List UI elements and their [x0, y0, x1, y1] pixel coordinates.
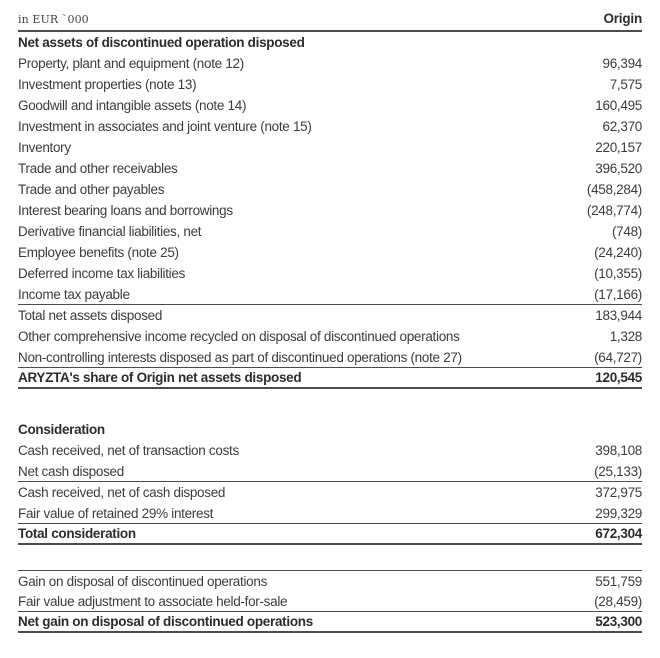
- table-row: [18, 221, 642, 242]
- row-label: Income tax payable: [18, 286, 130, 302]
- row-label: Non-controlling interests disposed as part of discontinued operations (note 27): [18, 349, 462, 365]
- row-label: Trade and other payables: [18, 182, 165, 197]
- column-header-origin: Origin: [603, 11, 642, 26]
- row-label: ARYZTA's share of Origin net assets disposed: [18, 370, 302, 385]
- table-row: [18, 74, 642, 95]
- row-label: Goodwill and intangible assets (note 14): [18, 98, 247, 113]
- row-value: 551,759: [595, 573, 642, 589]
- table-row: [18, 284, 642, 305]
- table-row: [18, 158, 642, 179]
- row-label: Cash received, net of cash disposed: [18, 485, 226, 500]
- table-column-header-row: [18, 8, 642, 32]
- table-row: [18, 482, 642, 503]
- row-value: 523,300: [595, 614, 642, 629]
- table-row: [18, 326, 642, 347]
- row-value: 183,944: [595, 308, 642, 323]
- row-label: Other comprehensive income recycled on disposal of discontinued operations: [18, 329, 460, 344]
- section-title: [18, 419, 642, 440]
- row-value: 398,108: [595, 443, 642, 458]
- row-label: Cash received, net of transaction costs: [18, 443, 239, 458]
- row-value: 396,520: [595, 161, 642, 176]
- financial-statement-table: [18, 8, 642, 633]
- table-row: [18, 347, 642, 368]
- row-label: Net gain on disposal of discontinued operations: [18, 614, 313, 629]
- table-row: [18, 368, 642, 389]
- table-row: [18, 503, 642, 524]
- row-value: 220,157: [595, 140, 642, 155]
- section-title-label: Net assets of discontinued operation disposed: [18, 35, 305, 50]
- row-value: (25,133): [594, 463, 642, 479]
- row-label: Deferred income tax liabilities: [18, 266, 186, 281]
- row-value: 672,304: [595, 526, 642, 541]
- row-label: Gain on disposal of discontinued operations: [18, 573, 268, 589]
- row-value: 372,975: [595, 485, 642, 500]
- table-row: [18, 461, 642, 482]
- row-value: (17,166): [594, 286, 642, 302]
- row-value: (748): [611, 224, 642, 239]
- row-label: Total net assets disposed: [18, 308, 163, 323]
- table-row: [18, 305, 642, 326]
- row-value: 7,575: [609, 77, 642, 92]
- row-value: (24,240): [594, 245, 642, 260]
- table-row: [18, 179, 642, 200]
- row-label: Employee benefits (note 25): [18, 245, 179, 260]
- table-row: [18, 570, 642, 591]
- table-row: [18, 612, 642, 633]
- row-value: 62,370: [602, 119, 642, 134]
- row-value: 299,329: [595, 505, 642, 521]
- row-label: Derivative financial liabilities, net: [18, 224, 202, 239]
- row-label: Total consideration: [18, 526, 136, 541]
- row-label: Fair value adjustment to associate held-for-sale: [18, 593, 288, 609]
- table-row: [18, 524, 642, 545]
- row-value: 1,328: [609, 329, 642, 344]
- row-label: Investment in associates and joint venture (note 15): [18, 119, 312, 134]
- section-spacer: [18, 545, 642, 570]
- section-spacer: [18, 389, 642, 419]
- table-row: [18, 591, 642, 612]
- row-label: Trade and other receivables: [18, 161, 178, 176]
- row-value: (28,459): [594, 593, 642, 609]
- row-label: Investment properties (note 13): [18, 77, 197, 92]
- table-row: [18, 263, 642, 284]
- row-label: Property, plant and equipment (note 12): [18, 56, 244, 71]
- row-value: (10,355): [594, 266, 642, 281]
- row-value: 160,495: [595, 98, 642, 113]
- table-row: [18, 53, 642, 74]
- table-row: [18, 137, 642, 158]
- row-label: Fair value of retained 29% interest: [18, 505, 214, 521]
- row-value: 120,545: [595, 370, 642, 385]
- row-value: (458,284): [586, 182, 642, 197]
- row-value: (64,727): [594, 349, 642, 365]
- row-value: 96,394: [602, 56, 642, 71]
- table-row: [18, 116, 642, 137]
- section-title: [18, 32, 642, 53]
- row-label: Inventory: [18, 140, 71, 155]
- row-label: Net cash disposed: [18, 463, 124, 479]
- currency-unit-label: in EUR `000: [18, 13, 89, 26]
- table-row: [18, 440, 642, 461]
- table-row: [18, 242, 642, 263]
- table-row: [18, 95, 642, 116]
- table-body: [18, 32, 642, 633]
- row-label: Interest bearing loans and borrowings: [18, 203, 233, 218]
- table-row: [18, 200, 642, 221]
- section-title-label: Consideration: [18, 422, 105, 437]
- row-value: (248,774): [586, 203, 642, 218]
